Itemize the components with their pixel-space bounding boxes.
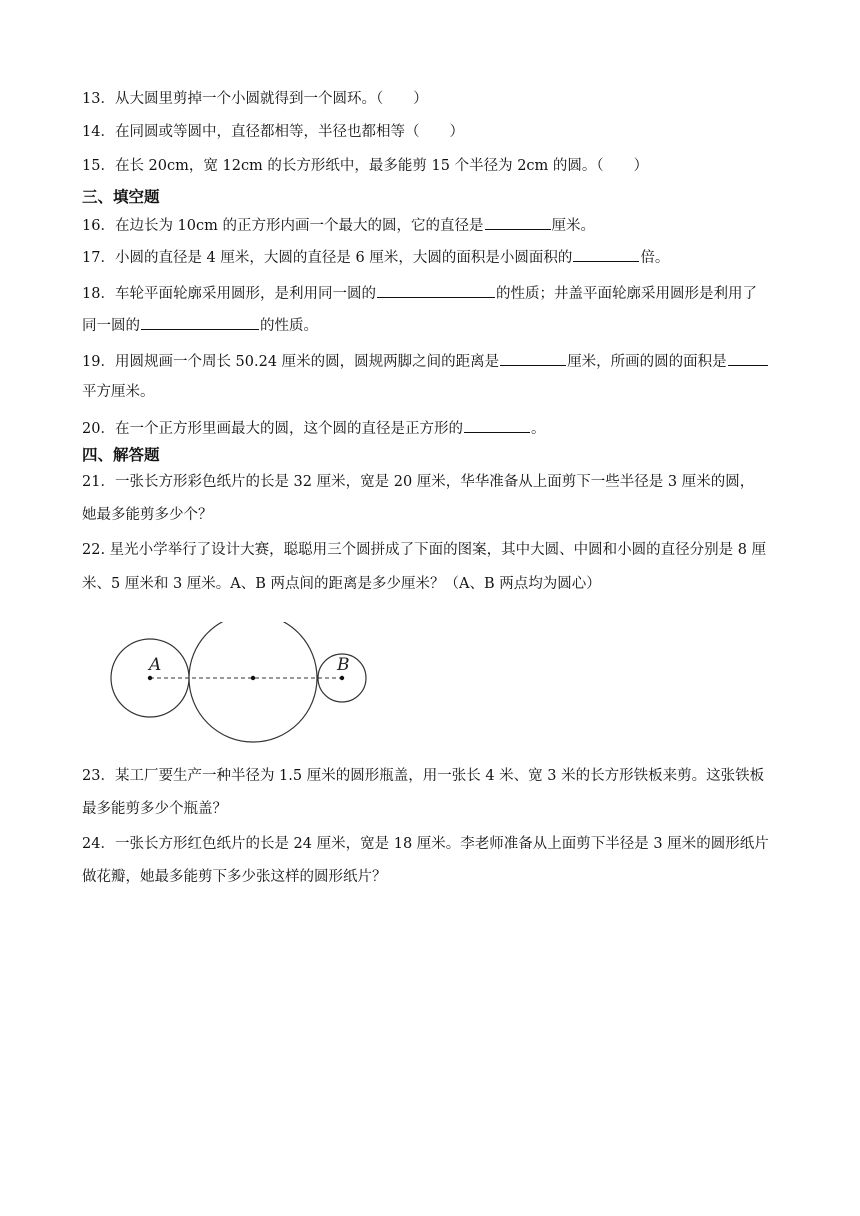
question-15-text: 15．在长 20cm，宽 12cm 的长方形纸中，最多能剪 15 个半径为 2cm 的圆。（ bbox=[82, 158, 604, 174]
answer-blank[interactable] bbox=[377, 282, 495, 298]
question-21-line-1: 21．一张长方形彩色纸片的长是 32 厘米，宽是 20 厘米，华华准备从上面剪下一些半径是 3 厘米的圆， bbox=[82, 474, 755, 490]
question-21-line-2: 她最多能剪多少个？ bbox=[82, 507, 213, 523]
label-a: A bbox=[149, 655, 162, 675]
question-19-text-b: 厘米，所画的圆的面积是 bbox=[567, 354, 727, 370]
answer-blank[interactable] bbox=[500, 350, 566, 366]
question-19-line-1 bbox=[82, 350, 812, 372]
question-13-close: ） bbox=[413, 91, 428, 107]
answer-blank[interactable] bbox=[573, 246, 639, 262]
question-18-text-d: 的性质。 bbox=[260, 318, 318, 334]
question-13-text: 13．从大圆里剪掉一个小圆就得到一个圆环。（ bbox=[82, 91, 384, 107]
middle-center-point bbox=[251, 676, 255, 680]
answer-blank[interactable] bbox=[728, 350, 768, 366]
question-17-text-a: 17．小圆的直径是 4 厘米，大圆的直径是 6 厘米，大圆的面积是小圆面积的 bbox=[82, 250, 573, 266]
answer-blank[interactable] bbox=[464, 417, 530, 433]
middle-circle bbox=[189, 622, 317, 742]
question-18-text-b: 的性质；井盖平面轮廓采用圆形是利用了 bbox=[495, 286, 757, 302]
question-17 bbox=[82, 246, 812, 268]
question-17-text-b: 倍。 bbox=[640, 250, 670, 266]
question-14-text: 14．在同圆或等圆中，直径都相等，半径也都相等（ bbox=[82, 124, 420, 140]
point-b bbox=[340, 676, 344, 680]
question-23-line-2: 最多能剪多少个瓶盖？ bbox=[82, 801, 227, 817]
question-19-text-a: 19．用圆规画一个周长 50.24 厘米的圆，圆规两脚之间的距离是 bbox=[82, 354, 500, 370]
section-3-heading: 三、填空题 bbox=[82, 188, 160, 206]
question-18-line-2 bbox=[82, 314, 812, 336]
question-23-line-1: 23．某工厂要生产一种半径为 1.5 厘米的圆形瓶盖，用一张长 4 米、宽 3 米的长方形铁板来剪。这张铁板 bbox=[82, 768, 765, 784]
question-16-text-a: 16．在边长为 10cm 的正方形内画一个最大的圆，它的直径是 bbox=[82, 218, 484, 234]
answer-blank[interactable] bbox=[141, 314, 259, 330]
question-18-line-1 bbox=[82, 282, 812, 304]
question-24-line-1: 24．一张长方形红色纸片的长是 24 厘米，宽是 18 厘米。李老师准备从上面剪下半径是 3 厘米的圆形纸片 bbox=[82, 836, 769, 852]
question-20-text-a: 20．在一个正方形里画最大的圆，这个圆的直径是正方形的 bbox=[82, 421, 463, 437]
question-19-line-2 bbox=[82, 382, 812, 402]
question-14 bbox=[82, 122, 812, 142]
label-b: B bbox=[337, 655, 350, 675]
question-20 bbox=[82, 417, 812, 439]
question-24-line-2: 做花瓣，她最多能剪下多少张这样的圆形纸片？ bbox=[82, 869, 387, 885]
question-22-line-1: 22. 星光小学举行了设计大赛，聪聪用三个圆拼成了下面的图案，其中大圆、中圆和小圆的直径分别是 8 厘 bbox=[82, 542, 767, 558]
question-16-text-b: 厘米。 bbox=[551, 218, 595, 234]
three-circles-figure bbox=[108, 622, 370, 750]
question-15 bbox=[82, 156, 812, 176]
question-16 bbox=[82, 214, 812, 236]
point-a bbox=[148, 676, 152, 680]
section-4-heading: 四、解答题 bbox=[82, 446, 160, 464]
question-18-text-c: 同一圆的 bbox=[82, 318, 140, 334]
question-14-close: ） bbox=[449, 124, 464, 140]
question-15-close: ） bbox=[633, 158, 649, 174]
question-19-text-c: 平方厘米。 bbox=[82, 384, 155, 400]
question-18-text-a: 18．车轮平面轮廓采用圆形，是利用同一圆的 bbox=[82, 286, 376, 302]
question-22-line-2: 米、5 厘米和 3 厘米。A、B 两点间的距离是多少厘米？（A、B 两点均为圆心） bbox=[82, 576, 601, 592]
question-13 bbox=[82, 89, 812, 109]
answer-blank[interactable] bbox=[485, 214, 551, 230]
question-20-text-b: 。 bbox=[530, 421, 546, 437]
